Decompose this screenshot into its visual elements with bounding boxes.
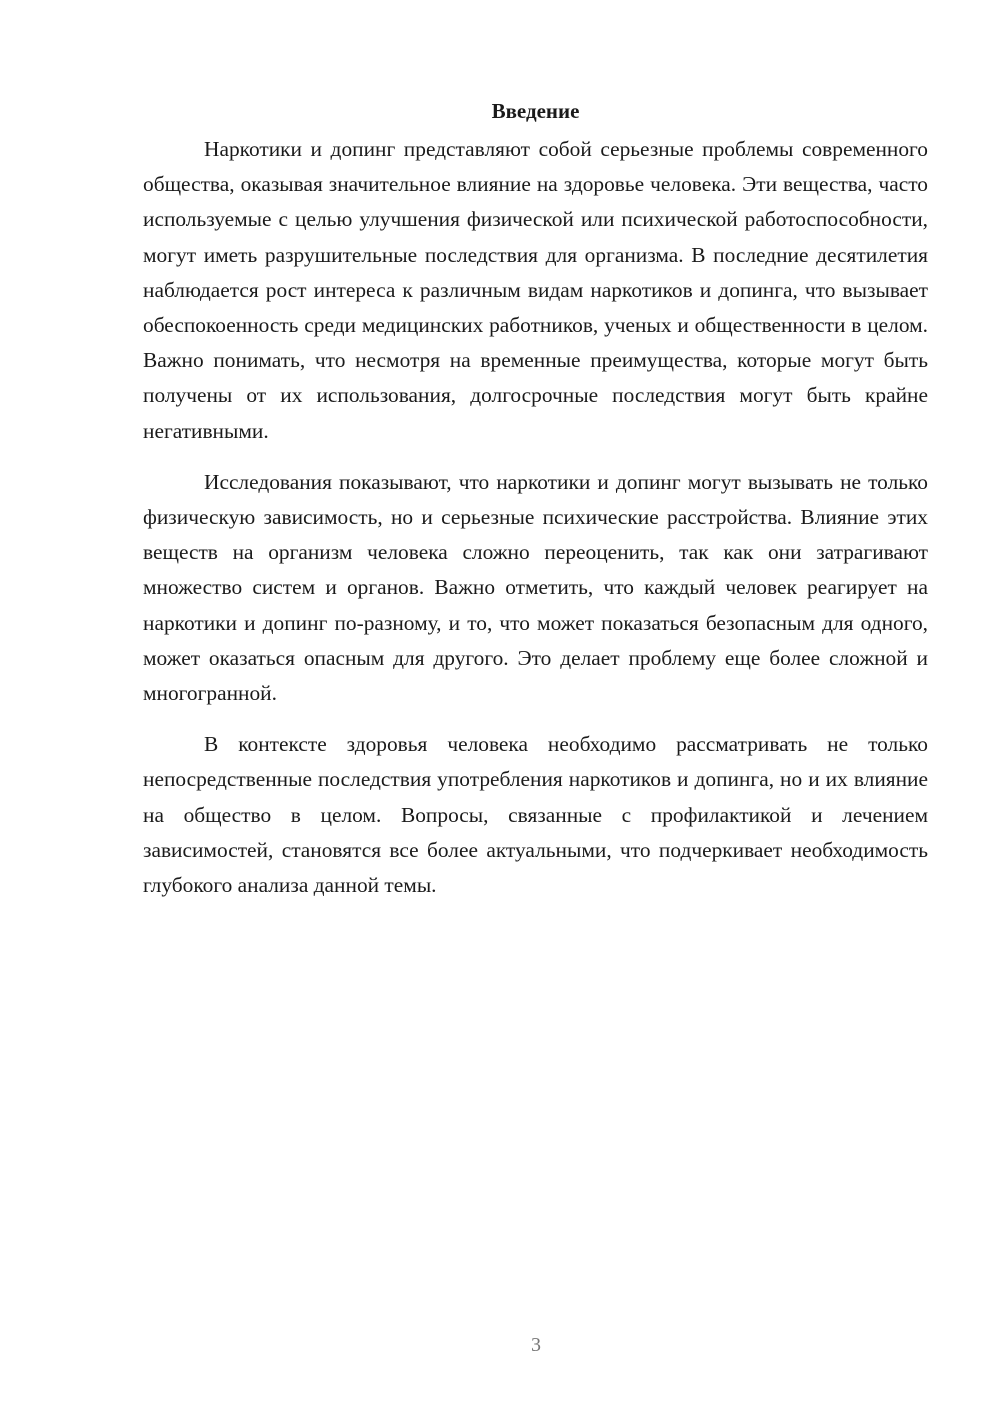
paragraph-2: Исследования показывают, что наркотики и допинг могут вызывать не только физическую зависимость, но и серьезные психические расстройства. Влияние этих веществ на организм человека сложно переоценить, так как они затрагивают множество систем и органов. Важно отметить, что каждый человек реагирует на наркотики и допинг по-разному, и то, что может показаться безопасным для одного, может оказаться опасным для другого. Это делает проблему еще более сложной и многогранной. bbox=[143, 469, 928, 706]
section-heading: Введение bbox=[491, 99, 580, 123]
paragraph-1: Наркотики и допинг представляют собой серьезные проблемы современного общества, оказывая значительное влияние на здоровье человека. Эти вещества, часто используемые с целью улучшения физической или психической работоспособности, могут иметь разрушительные последствия для организма. В последние десятилетия наблюдается рост интереса к различным видам наркотиков и допинга, что вызывает обеспокоенность среди медицинских работников, ученых и общественности в целом. Важно понимать, что несмотря на временные преимущества, которые могут быть получены от их использования, долгосрочные последствия могут быть крайне негативными. bbox=[143, 137, 928, 443]
page-content bbox=[143, 96, 928, 919]
paragraph-3: В контексте здоровья человека необходимо рассматривать не только непосредственные последствия употребления наркотиков и допинга, но и их влияние на общество в целом. Вопросы, связанные с профилактикой и лечением зависимостей, становятся все более актуальными, что подчеркивает необходимость глубокого анализа данной темы. bbox=[143, 732, 928, 898]
page-number: 3 bbox=[531, 1334, 541, 1356]
